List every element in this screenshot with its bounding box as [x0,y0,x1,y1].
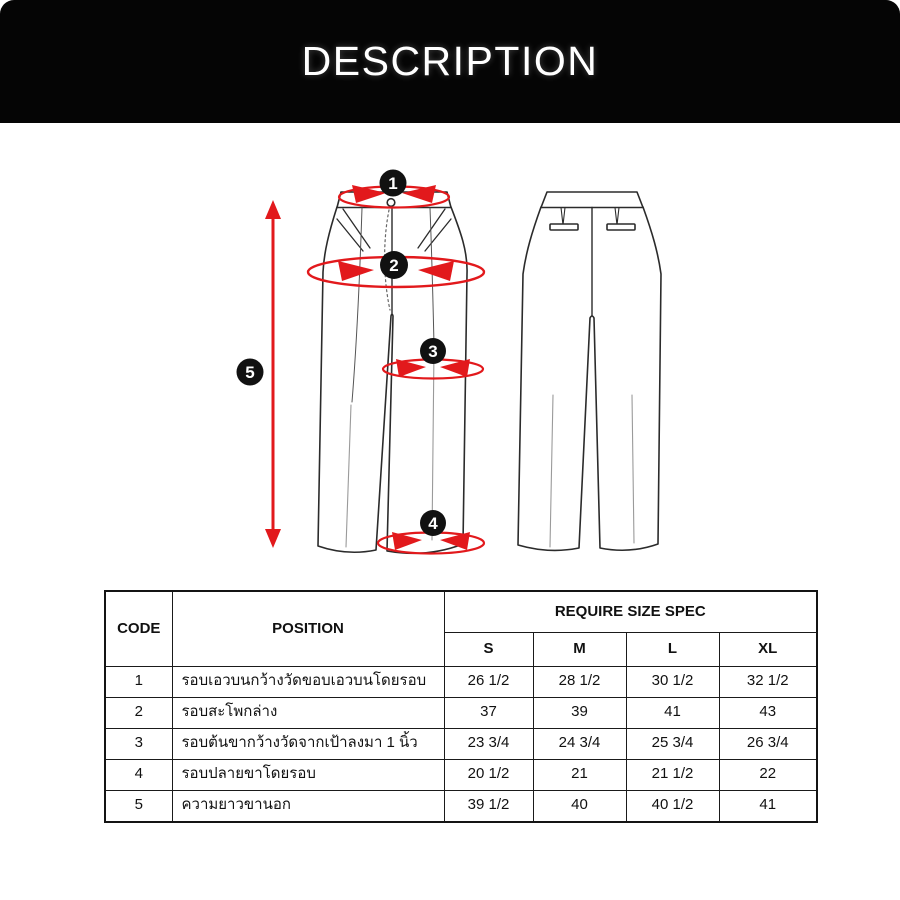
svg-text:5: 5 [245,363,255,382]
svg-text:2: 2 [389,256,399,275]
table-row [105,697,817,728]
back-pants-drawing [518,192,661,550]
back-pants-body [518,207,661,550]
position-cell: รอบปลายขาโดยรอบ [172,759,444,790]
back-pocket-left [550,224,578,230]
badge-3 [420,338,446,364]
size-spec-table [104,590,818,823]
size-value-cell: 39 1/2 [444,790,533,822]
size-value-cell: 20 1/2 [444,759,533,790]
size-spec-header: REQUIRE SIZE SPEC [444,591,817,632]
size-column-m: M [533,632,626,666]
size-value-cell: 26 3/4 [719,728,817,759]
size-value-cell: 22 [719,759,817,790]
size-value-cell: 28 1/2 [533,666,626,697]
size-value-cell: 40 [533,790,626,822]
size-value-cell: 25 3/4 [626,728,719,759]
size-value-cell: 37 [444,697,533,728]
size-column-l: L [626,632,719,666]
back-waistband [541,192,643,208]
size-value-cell: 41 [626,697,719,728]
size-value-cell: 43 [719,697,817,728]
code-cell: 2 [105,697,172,728]
page-title: DESCRIPTION [301,38,599,84]
svg-text:4: 4 [428,514,438,533]
size-value-cell: 26 1/2 [444,666,533,697]
code-cell: 3 [105,728,172,759]
badge-4 [420,510,446,536]
position-cell: รอบเอวบนกว้างวัดขอบเอวบนโดยรอบ [172,666,444,697]
size-value-cell: 39 [533,697,626,728]
size-value-cell: 32 1/2 [719,666,817,697]
position-column-header: POSITION [172,591,444,666]
size-value-cell: 24 3/4 [533,728,626,759]
size-value-cell: 23 3/4 [444,728,533,759]
size-value-cell: 30 1/2 [626,666,719,697]
table-row [105,759,817,790]
table-row [105,666,817,697]
waist-button [387,199,395,207]
badge-2 [380,251,408,279]
table-row [105,728,817,759]
pants-measurement-diagram [0,140,900,600]
position-cell: ความยาวขานอก [172,790,444,822]
size-value-cell: 21 1/2 [626,759,719,790]
header-bar [0,0,900,123]
code-cell: 5 [105,790,172,822]
front-pants-drawing [318,192,467,553]
badge-5 [237,359,264,386]
size-column-s: S [444,632,533,666]
length-arrowhead-top [265,200,281,219]
position-cell: รอบต้นขากว้างวัดจากเป้าลงมา 1 นิ้ว [172,728,444,759]
position-cell: รอบสะโพกล่าง [172,697,444,728]
svg-text:3: 3 [428,342,438,361]
badge-1 [380,170,407,197]
svg-text:1: 1 [388,174,398,193]
length-arrowhead-bottom [265,529,281,548]
code-cell: 4 [105,759,172,790]
back-pocket-right [607,224,635,230]
table-row [105,790,817,822]
size-value-cell: 41 [719,790,817,822]
code-column-header: CODE [105,591,172,666]
size-value-cell: 21 [533,759,626,790]
size-value-cell: 40 1/2 [626,790,719,822]
code-cell: 1 [105,666,172,697]
size-column-xl: XL [719,632,817,666]
size-table-body [105,666,817,822]
